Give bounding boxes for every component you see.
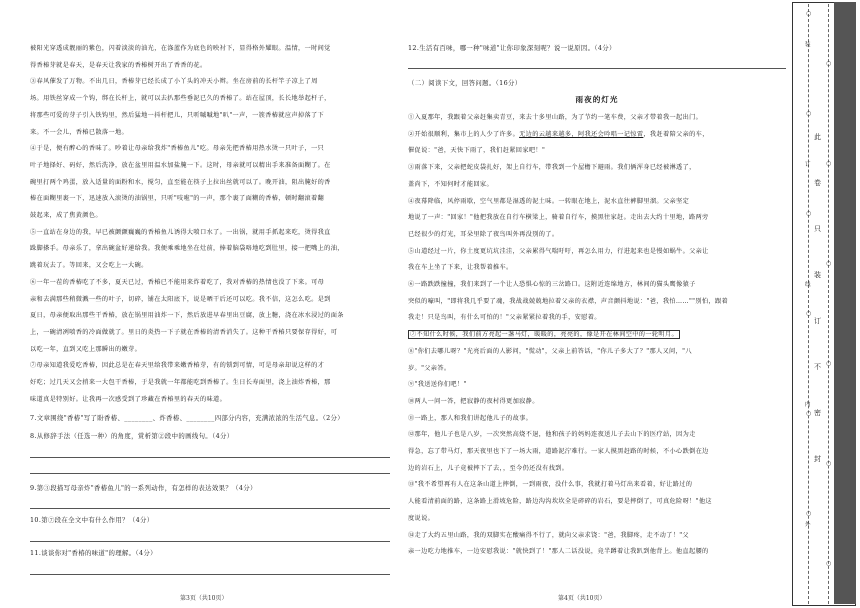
article-line: 亲和去满那些稍微溅一些的叶子，切碎，铺在太阳底下，说是晒干后还可以吃。我不信，这怎么吃。是到	[30, 295, 331, 303]
article-line	[408, 397, 786, 406]
article-text: 地说了一声："回家！"他把我放在自行车横梁上，骑着自行车，摸黑往家赶。走出去大约十里地，路两旁	[408, 214, 709, 222]
binding-hole-icon: ○	[826, 160, 832, 167]
article-line: 好吃；过几天又会捎来一大包干香椿，于是我就一年都能吃到香椿了。生日长寿面里，浇上油炸香椿，那	[30, 379, 331, 386]
answer-line[interactable]	[30, 473, 390, 474]
answer-line[interactable]	[30, 541, 390, 542]
article-line	[408, 364, 786, 373]
article-line	[408, 514, 786, 523]
cut-line-char: 外	[805, 522, 811, 528]
article-line: 鼓起来，成了焦黄颜色。	[30, 212, 102, 219]
article-line	[408, 480, 786, 489]
question-11: 11.谈谈你对"香椿的味道"的理解。（4分）	[30, 549, 157, 557]
article-text: ⑬"我不希望再有人在这条山道上摔倒，一到雨夜，没什么事，我就打着马灯出来看着，好让路过的	[408, 481, 693, 489]
seal-notice-char: 不	[814, 363, 821, 371]
article-line: 来。不一会儿，香椿已散落一地。	[30, 128, 129, 136]
seal-notice-char: 只	[814, 225, 821, 233]
article-text: 人能看清前面的路，这条路上滑坡危险，路边沟沟坎坎全是碎碎的岩石，要是摔倒了，可真危险呀！"他这	[408, 498, 712, 506]
binding-hole-icon: ○	[826, 560, 832, 567]
article-line	[408, 547, 786, 556]
binding-hole-icon: ○	[826, 360, 832, 367]
binding-strip	[790, 0, 860, 608]
article-text: 岁。"父亲答。	[408, 364, 451, 372]
article-line: 椿在面糊里裹一下，迅速放入滚烫的油锅里，只听"吱啦"的一声，那个裹了面糊的香椿，顿时翻滚着翻	[30, 195, 325, 203]
article-line	[408, 430, 786, 439]
binding-hole-icon: ○	[806, 210, 812, 217]
seal-notice-char: 订	[814, 317, 821, 325]
article-line: 上，一碗清冽喷香的冷面做就了。里日的炎热一下子就在香椿的清香消失了。这种干香椿只要保存得好，可	[30, 328, 338, 336]
article-line	[408, 414, 786, 423]
cut-line-char: 订	[805, 162, 811, 168]
article-line	[408, 213, 786, 222]
article-text: 度说说。	[408, 514, 435, 522]
article-line	[408, 146, 786, 155]
seal-notice-char: 装	[814, 271, 821, 279]
article-line: 场。用铁丝穿成一个钩，绑在长杆上，就可以去扒那些垂泥已久的香椿了。站在屋顶，长长地举起杆子，	[30, 95, 331, 103]
article-line	[408, 347, 786, 356]
article-line: 跺脚搽手。母亲乐了，拿出碗盆好递给我。我便乘乘地坐在灶前，捧着脑袋咯地吃到肚里，接一把嘴上的油，	[30, 245, 344, 253]
answer-line[interactable]	[30, 574, 390, 575]
article-line: 将那些可爱的芽子引入铁钩里，然后猛地一抖杆把儿，只听嘁嘁地"叭"一声，一簇香椿就应声掉落了下	[30, 111, 325, 119]
page-3-column	[30, 0, 390, 608]
article-text: ，我赶着陪父亲的车，	[643, 130, 709, 138]
binding-hole-icon: ○	[826, 460, 832, 467]
article-line: 得香椿芽就是春天，是春天让我家的香椿树开出了香香的花。	[30, 61, 207, 69]
article-text: 突似的嚎叫，"即将我几乎要了魂，我战战兢兢地拉着父亲的衣襟，声音颤抖地说："爸，我怕……""别怕，跟着	[408, 297, 729, 305]
binding-dark-band	[834, 2, 856, 604]
seal-notice-char: 此	[814, 133, 821, 141]
answer-line[interactable]	[30, 508, 390, 509]
article-text: 亲一边吃力地推车，一边安慰我说："就快到了！"那人二话没说，竟半蹲着让我趴到他背上。他直起腰的	[408, 548, 709, 556]
cut-line-char: 装	[805, 42, 811, 48]
article-line	[408, 197, 786, 206]
article-line	[408, 497, 786, 506]
article-line	[408, 263, 786, 272]
article-line: 味道真是特别好。让我再一次感受到了珍藏在香椿里的春天的味道。	[30, 395, 227, 403]
article-text: ①入夏那年，我跟着父亲赶集卖青豆，来去十多里山路，为了节约一笔车费，父亲才带着我一起出门。	[408, 114, 703, 121]
binding-hole-icon: ○	[806, 510, 812, 517]
article-line: 碗里打两个鸡蛋，放入适量的面粉和水，搅匀，直至能在筷子上拉出丝就可以了。晚开油，阻出腌好的香	[30, 178, 331, 186]
article-line: 跳着玩去了。等回来，又会吃上一大碗。	[30, 262, 148, 270]
article-title: 雨夜的灯光	[575, 95, 619, 104]
question-10: 10.第⑦段在全文中有什么作用？（4分）	[30, 516, 154, 524]
article-line: ⑤一直站在身边的我，早已被颤颤巍巍的香椿鱼儿诱得大喷口水了。一出锅，就用手抓起来吃，烫得我直	[30, 228, 331, 236]
article-text: 盖尚下，不知何时才能回家。	[408, 180, 493, 188]
seal-notice-char: 封	[814, 455, 821, 463]
binding-hole-icon: ○	[806, 310, 812, 317]
seal-notice-char: 卷	[814, 179, 821, 187]
marked-sentence: 无边的云越来越多，阿我还会吟唱一记惊雷	[519, 130, 644, 138]
binding-hole-icon: ○	[806, 410, 812, 417]
article-text: ⑨"我送送你们吧！"	[408, 381, 467, 389]
cut-line-char: 线	[805, 282, 811, 288]
article-text: ⑭走了大约五里山路，我的双脚实在酸痛得不行了，就向父亲求饶："爸，我脚疼，走不动了！"父	[408, 531, 689, 539]
question-8: 8.从修辞手法（任选一种）的角度，赏析第②段中的画线句。（4分）	[30, 432, 234, 440]
article-line	[408, 247, 786, 256]
article-line	[408, 531, 786, 540]
article-line: 叶子地择好、码好，然后洗净，放在盆里用温水加盐腌一下。这时，母亲就可以精出手来准备面糊了。在	[30, 161, 331, 169]
page-footer-3: 第3页（共10页）	[180, 595, 228, 602]
article-line	[408, 330, 786, 339]
page-footer-4: 第4页（共10页）	[558, 595, 606, 602]
article-line	[408, 280, 786, 289]
question-9: 9.第③段描写母亲炸"香椿鱼儿"的一系列动作，有怎样的表达效果？（4分）	[30, 484, 257, 492]
article-text: ②开始很顺利，集市上的人少了许多。	[408, 130, 520, 138]
article-line: ④于是，便有醉心的香味了。吵着让母亲给我炸"香椿鱼儿"吃。母亲先把香椿用热水烫一只叶子，一只	[30, 145, 325, 153]
article-text: ⑫那年，他儿子也是八岁，一次突然高烧不退，他和孩子的妈妈连夜送儿子去山下的医疗站，因为走	[408, 431, 696, 439]
article-text: ⑩两人一问一答，把寂静的夜村得更加寂静。	[408, 397, 539, 405]
binding-hole-icon: ○	[826, 60, 832, 67]
binding-hole-icon: ○	[826, 260, 832, 267]
article-text: 催促说："爸，天快下雨了，我们赶紧回家吧！"	[408, 147, 546, 155]
cut-line-inner	[826, 4, 832, 604]
page-4-column	[408, 0, 786, 608]
answer-line[interactable]	[408, 68, 786, 69]
article-text: ⑤山道经过一片，你土度更坑坑洼洼，父亲累得气喘吁吁，再怎么用力，行进起来也是慢如蜗牛。父亲让	[408, 247, 709, 255]
article-line	[408, 130, 786, 139]
marked-sentence: ⑦不知什么时候，我们前方亮起一盏马灯，暖暖的，亮亮的，像是开在林间空中的一轮明月。	[410, 331, 679, 339]
article-line: 被阳光穿透成靓丽的紫色，闪着淡淡的油光，在涤蓝作为底色的映衬下，显得格外耀眼。温情，一时间觉	[30, 45, 331, 52]
article-text: ⑥一路跌跌撞撞，我们来到了一个让人恐惧心惊的三岔路口。这附近连绵地方，林间的猫头鹰像猿子	[408, 281, 696, 288]
article-line: 夏日，母亲便取出那些干香椿，放在锅里用油炸一下，然后放进早春里出豆腐，放上糖，浇在冰水浸过的面条	[30, 312, 344, 320]
article-line: ⑦母亲知道我爱吃香椿，因此总是在春天里给我带来嫩香椿芽，有的锁到可情，可是母亲却说这样的才	[30, 362, 325, 370]
section-heading: （二）阅读下文，回答问题。（16分）	[408, 79, 522, 87]
article-line	[408, 313, 786, 322]
article-line: ③春风催发了万物。不出几日，香椿芽已经长成了小丫头的冲天小辫。坐在房前的长杆竿子凉上了周	[30, 78, 318, 86]
article-text: 边的岩石上，儿子竟被摔下了去，，至今仍还没有找到。	[408, 464, 569, 472]
article-text: ⑪一路上，那人和我们讲起他儿子的故事。	[408, 414, 533, 422]
article-line	[408, 297, 786, 306]
article-text: 我走！只是鸟叫，有什么可怕的！"父亲紧紧拉着我的手，安慰着。	[408, 314, 601, 322]
article-text: ⑧"你们去哪儿呀？"光亮后面的人影问，"慌动"，父亲上前答话，"你儿子多大了？"那人又问，"八	[408, 347, 692, 355]
binding-hole-icon: ○	[806, 10, 812, 17]
article-text: 得急，忘了带马灯，那天夜里也下了一场大雨，道路泥泞难行。一家人摸黑赶路的时候，不小心跌倒在边	[408, 448, 709, 455]
article-line	[408, 163, 786, 172]
article-line	[408, 380, 786, 389]
article-line: ⑥一年一茬的香椿吃了不多，夏天已过，香椿已不能用来炸着吃了，我对香椿的热情也没了下来。可母	[30, 278, 325, 286]
article-line	[408, 113, 786, 122]
answer-line[interactable]	[30, 457, 390, 458]
article-text: ④夜幕降临，风停雨歇，空气里都是湿透的泥土味。一转眼在地上，泥水直往裤脚里溜。父亲坚定	[408, 197, 690, 205]
article-line	[408, 230, 786, 239]
article-line	[408, 180, 786, 189]
article-line	[408, 447, 786, 456]
seal-notice-char: 密	[814, 409, 821, 417]
article-text: 我在车上坐了下来，让我帮着推车。	[408, 264, 513, 272]
question-12: 12.生活有百味，哪一种"味道"让你印象深刻呢？说一说原因。（4分）	[408, 44, 616, 52]
article-line	[408, 464, 786, 473]
article-line: 以吃一年，直到又吃上那瞬出的嫩芽。	[30, 345, 142, 353]
article-text: ③雨落下来，父亲把蛇皮袋扎好，架上自行车，带我到一个屋檐下避雨。我们俩浑身已经被淋透了，	[408, 164, 696, 172]
cut-line-char: 内	[805, 402, 811, 408]
question-7: 7.文章围绕"香椿"写了盼香椿、________、炸香椿、________四部分内容，充满浓浓的生活气息。（2分）	[30, 414, 344, 422]
article-text: 已经很少的灯光，耳朵里除了夜鸟叫外再没别的了。	[408, 230, 559, 238]
binding-hole-icon: ○	[806, 110, 812, 117]
